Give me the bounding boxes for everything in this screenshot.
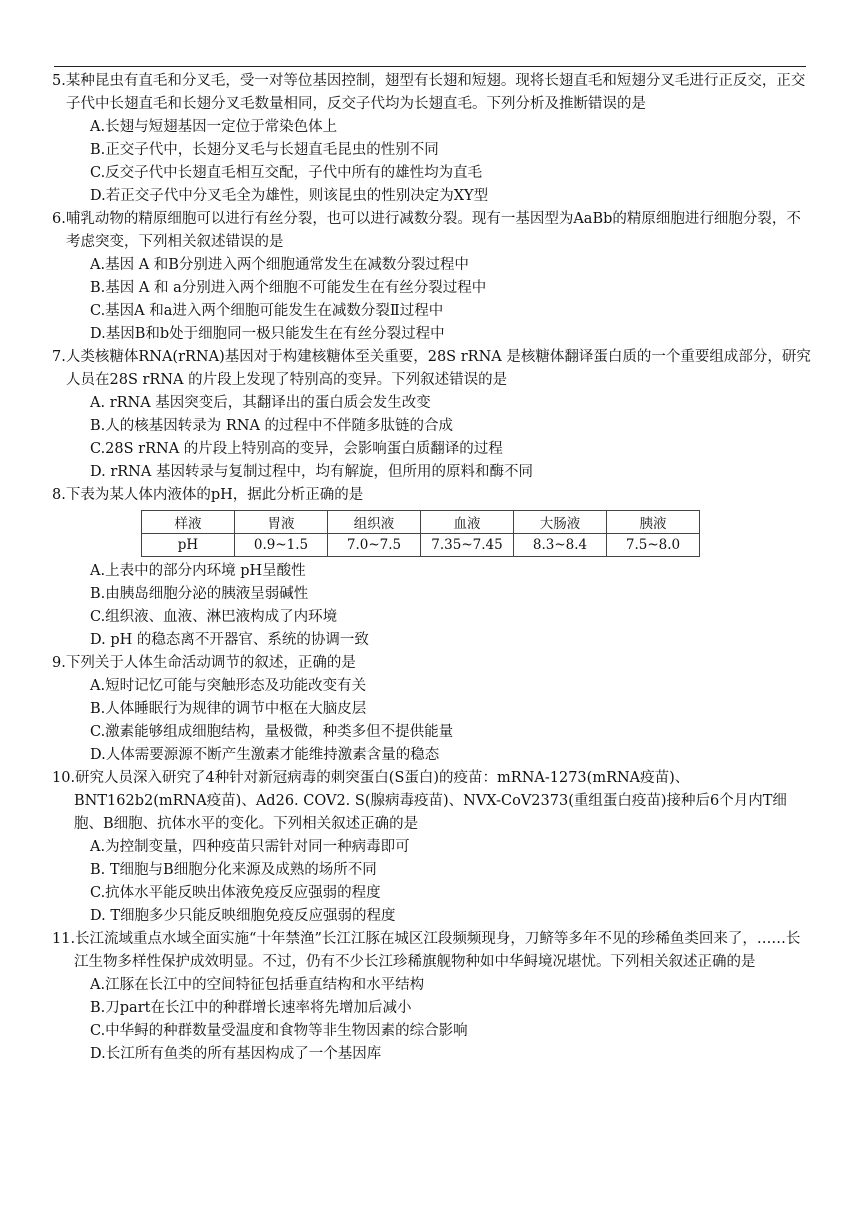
option-b: B.刀part在长江中的种群增长速率将先增加后减小 [90,1000,412,1016]
option-b: B.正交子代中，长翅分叉毛与长翅直毛昆虫的性别不同 [90,142,439,158]
question-9 [52,652,812,767]
question-stem: 10.研究人员深入研究了4种针对新冠病毒的刺突蛋白(S蛋白)的疫苗：mRNA-1273(mRNA疫苗)、BNT162b2(mRNA疫苗)、Ad26. COV2. S(腺病毒疫苗)、NVX-CoV2373(重组蛋白疫苗)接种后6个月内T细胞、B细胞、抗体水平的变化。下列相关叙述正确的是 [52,770,787,832]
question-stem: 11.长江流域重点水域全面实施“十年禁渔”长江江豚在城区江段频频现身，刀鲚等多年不见的珍稀鱼类回来了，……长江生物多样性保护成效明显。不过，仍有不少长江珍稀旗舰物种如中华鲟境况堪忧。下列相关叙述正确的是 [52,931,801,970]
question-7 [52,346,812,484]
question-stem: 9.下列关于人体生命活动调节的叙述，正确的是 [52,655,356,671]
exam-page [52,70,812,1066]
table-cell: 0.9~1.5 [235,534,328,557]
option-d: D. rRNA 基因转录与复制过程中，均有解旋，但所用的原料和酶不同 [90,464,533,480]
option-a: A.江豚在长江中的空间特征包括垂直结构和水平结构 [90,977,425,993]
question-6 [52,208,812,346]
header-rule [54,66,806,67]
option-d: D.人体需要源源不断产生激素才能维持激素含量的稳态 [90,747,440,763]
option-c: C.基因A 和a进入两个细胞可能发生在减数分裂Ⅱ过程中 [90,303,444,319]
question-10 [52,767,812,928]
option-d: D.若正交子代中分叉毛全为雄性，则该昆虫的性别决定为XY型 [90,188,489,204]
option-b: B. T细胞与B细胞分化来源及成熟的场所不同 [90,862,377,878]
option-c: C.中华鲟的种群数量受温度和食物等非生物因素的综合影响 [90,1023,468,1039]
option-c: C.反交子代中长翅直毛相互交配，子代中所有的雄性均为直毛 [90,165,483,181]
table-cell: 7.0~7.5 [328,534,421,557]
option-d: D. pH 的稳态离不开器官、系统的协调一致 [90,632,369,648]
question-stem: 7.人类核糖体RNA(rRNA)基因对于构建核糖体至关重要，28S rRNA 是核糖体翻译蛋白质的一个重要组成部分，研究人员在28S rRNA 的片段上发现了特别高的变异。下列叙述错误的是 [52,349,811,388]
table-cell: 大肠液 [514,511,607,534]
table-cell: 7.5~8.0 [607,534,700,557]
table-cell: 胰液 [607,511,700,534]
option-c: C.组织液、血液、淋巴液构成了内环境 [90,609,338,625]
question-stem: 8.下表为某人体内液体的pH，据此分析正确的是 [52,487,364,503]
option-c: C.28S rRNA 的片段上特别高的变异，会影响蛋白质翻译的过程 [90,441,503,457]
table-cell: 血液 [421,511,514,534]
table-header-row [142,511,700,534]
option-a: A.为控制变量，四种疫苗只需针对同一种病毒即可 [90,839,410,855]
option-b: B.基因 A 和 a分别进入两个细胞不可能发生在有丝分裂过程中 [90,280,487,296]
table-cell: 7.35~7.45 [421,534,514,557]
question-11 [52,928,812,1066]
option-c: C.抗体水平能反映出体液免疫反应强弱的程度 [90,885,381,901]
option-a: A.长翅与短翅基因一定位于常染色体上 [90,119,338,135]
question-8 [52,484,812,652]
table-cell: pH [142,534,235,557]
option-b: B.由胰岛细胞分泌的胰液呈弱碱性 [90,586,309,602]
question-stem: 6.哺乳动物的精原细胞可以进行有丝分裂，也可以进行减数分裂。现有一基因型为AaBb的精原细胞进行细胞分裂，不考虑突变，下列相关叙述错误的是 [52,211,801,250]
option-a: A.短时记忆可能与突触形态及功能改变有关 [90,678,367,694]
question-5 [52,70,812,208]
option-b: B.人的核基因转录为 RNA 的过程中不伴随多肽链的合成 [90,418,454,434]
table-cell: 样液 [142,511,235,534]
table-cell: 8.3~8.4 [514,534,607,557]
question-stem: 5.某种昆虫有直毛和分叉毛，受一对等位基因控制，翅型有长翅和短翅。现将长翅直毛和短翅分叉毛进行正反交，正交子代中长翅直毛和长翅分叉毛数量相同，反交子代均为长翅直毛。下列分析及推断错误的是 [52,73,806,112]
option-d: D.基因B和b处于细胞同一极只能发生在有丝分裂过程中 [90,326,445,342]
option-a: A.基因 A 和B分别进入两个细胞通常发生在减数分裂过程中 [90,257,469,273]
option-c: C.激素能够组成细胞结构，量极微，种类多但不提供能量 [90,724,454,740]
option-a: A.上表中的部分内环境 pH呈酸性 [90,563,306,579]
option-a: A. rRNA 基因突变后，其翻译出的蛋白质会发生改变 [90,395,431,411]
option-d: D.长江所有鱼类的所有基因构成了一个基因库 [90,1046,382,1062]
option-b: B.人体睡眠行为规律的调节中枢在大脑皮层 [90,701,367,717]
table-row [142,534,700,557]
table-cell: 胃液 [235,511,328,534]
table-cell: 组织液 [328,511,421,534]
ph-table [141,510,700,557]
option-d: D. T细胞多少只能反映细胞免疫反应强弱的程度 [90,908,396,924]
